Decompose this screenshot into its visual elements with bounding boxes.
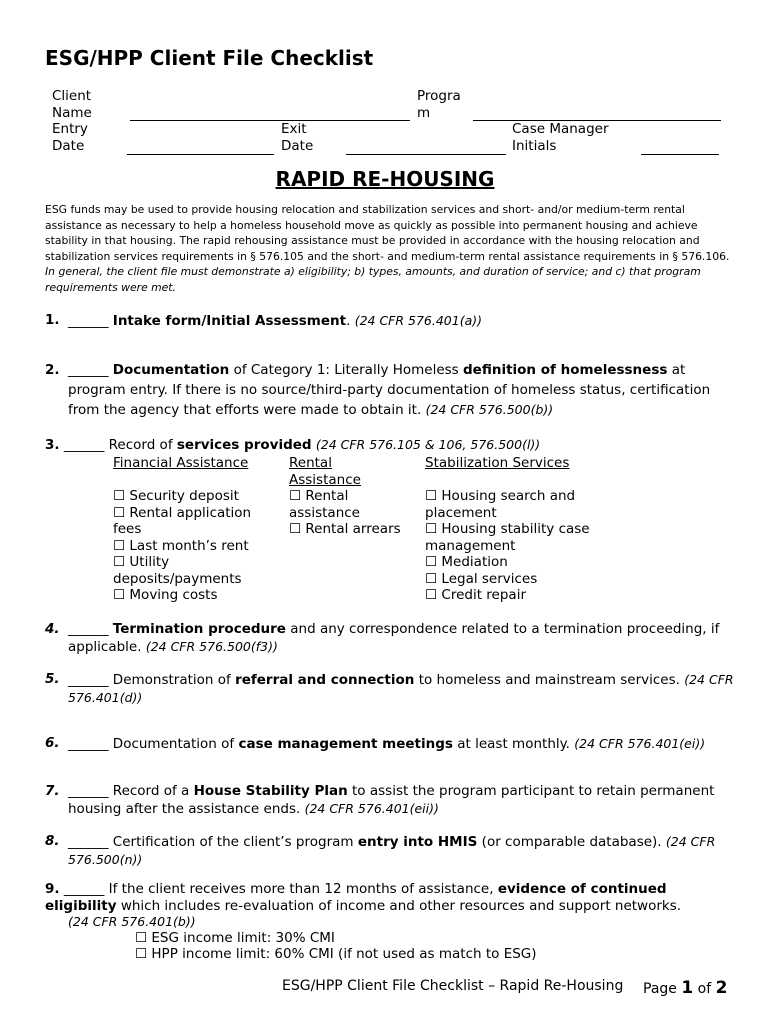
item-number: 5. xyxy=(45,671,60,687)
item-bold: case management meetings xyxy=(238,736,453,752)
checkbox-item[interactable] xyxy=(289,488,409,521)
item-post: to assist the program participant to retain permanent housing after the assistance ends. xyxy=(68,783,715,817)
intro-paragraph xyxy=(45,202,730,295)
checklist-item-4 xyxy=(45,621,735,656)
checkbox-label: Housing search and placement xyxy=(425,488,576,521)
item-post: which includes re-evaluation of income and other resources and support networks. xyxy=(120,897,682,914)
item-pre: Demonstration of xyxy=(112,672,231,688)
client-name-field[interactable] xyxy=(130,120,410,121)
blank-line[interactable]: ______ xyxy=(68,672,109,688)
checkbox-icon[interactable]: ☐ xyxy=(425,554,438,570)
item-bold-2: definition of homelessness xyxy=(463,362,668,378)
item-bold: evidence of continued eligibility xyxy=(45,881,667,914)
item-citation: (24 CFR 576.500(b)) xyxy=(425,402,554,417)
checklist-item-2 xyxy=(45,361,735,421)
case-manager-field[interactable] xyxy=(641,154,719,155)
checkbox-item[interactable] xyxy=(113,587,273,604)
item-pre: Record of a xyxy=(112,783,190,799)
checkbox-icon[interactable]: ☐ xyxy=(113,554,126,570)
page-total: 2 xyxy=(715,978,728,998)
checkbox-item[interactable] xyxy=(135,930,335,947)
checkbox-label: Security deposit xyxy=(129,488,239,504)
checkbox-icon[interactable]: ☐ xyxy=(113,504,126,521)
checkbox-icon[interactable]: ☐ xyxy=(113,488,126,504)
checkbox-item[interactable] xyxy=(425,554,605,571)
item-pre: Certification of the client’s program xyxy=(112,834,354,850)
hpp-income-limit: HPP income limit: 60% CMI (if not used as match to ESG) xyxy=(151,946,537,962)
checkbox-label: Utility deposits/payments xyxy=(113,554,242,587)
checkbox-label: Housing stability case management xyxy=(425,521,590,554)
item-citation: (24 CFR 576.401(b)) xyxy=(68,914,196,929)
financial-assistance-column xyxy=(113,455,273,604)
item-post: to homeless and mainstream services. xyxy=(418,672,680,688)
item-bold: referral and connection xyxy=(235,672,415,688)
item-bold: House Stability Plan xyxy=(193,783,348,799)
item-number: 8. xyxy=(45,833,60,849)
item-bold: Intake form/Initial Assessment xyxy=(112,313,347,329)
checkbox-label: Moving costs xyxy=(129,587,218,603)
checkbox-item[interactable] xyxy=(425,571,605,588)
financial-assistance-header: Financial Assistance xyxy=(113,455,249,471)
blank-line[interactable]: ______ xyxy=(68,736,109,752)
item-number: 4. xyxy=(45,621,60,637)
checkbox-label: Mediation xyxy=(441,554,508,570)
checklist-item-1 xyxy=(45,311,735,332)
checkbox-icon[interactable]: ☐ xyxy=(113,587,126,603)
item-pre: Record of xyxy=(108,437,173,453)
checkbox-icon[interactable]: ☐ xyxy=(425,570,438,587)
item-citation: (24 CFR 576.401(d)) xyxy=(68,672,734,705)
item-citation: (24 CFR 576.401(a)) xyxy=(354,313,483,328)
item-post: at least monthly. xyxy=(457,736,570,752)
blank-line[interactable]: ______ xyxy=(68,313,109,329)
footer-text: ESG/HPP Client File Checklist – Rapid Re-Housing xyxy=(282,978,624,994)
checkbox-icon[interactable]: ☐ xyxy=(289,488,302,504)
checkbox-item[interactable] xyxy=(425,587,605,604)
item-bold: Documentation xyxy=(112,362,230,378)
item-post: (or comparable database). xyxy=(481,834,662,850)
checklist-item-3 xyxy=(45,435,735,456)
item-number: 2. xyxy=(45,362,60,378)
page-number xyxy=(643,978,727,998)
section-title: RAPID RE-HOUSING xyxy=(275,167,495,191)
page-title: ESG/HPP Client File Checklist xyxy=(45,46,374,70)
item-number: 9. xyxy=(45,881,60,897)
blank-line[interactable]: ______ xyxy=(63,437,105,453)
rental-assistance-column xyxy=(289,455,409,538)
checkbox-icon[interactable]: ☐ xyxy=(425,488,438,504)
checkbox-label: Rental arrears xyxy=(305,521,401,537)
entry-date-label: Entry Date xyxy=(52,121,88,154)
item-post: . xyxy=(346,313,351,329)
checkbox-icon[interactable]: ☐ xyxy=(425,587,438,603)
checkbox-item[interactable] xyxy=(425,488,605,521)
blank-line[interactable]: ______ xyxy=(63,881,105,897)
checkbox-icon[interactable]: ☐ xyxy=(425,521,438,537)
stabilization-services-header: Stabilization Services xyxy=(425,455,570,471)
exit-date-label: Exit Date xyxy=(281,121,314,154)
client-name-label: Client Name xyxy=(52,88,92,121)
checkbox-item[interactable] xyxy=(113,505,273,538)
page-of: of xyxy=(697,981,712,997)
item-number: 6. xyxy=(45,735,60,751)
checklist-item-5 xyxy=(45,671,735,707)
checkbox-icon[interactable]: ☐ xyxy=(289,521,302,537)
item-pre: Documentation of xyxy=(112,736,235,752)
blank-line[interactable]: ______ xyxy=(68,362,109,378)
intro-italic: In general, the client file must demonstrate a) eligibility; b) types, amounts, and duration of service; and c) that program requirements were met. xyxy=(45,265,701,294)
checklist-item-6 xyxy=(45,735,735,753)
checkbox-item[interactable] xyxy=(425,521,605,554)
intro-text: ESG funds may be used to provide housing relocation and stabilization services and short- and/or medium-term rental assistance as necessary to help a homeless household move as quickly as possible into permanent housing and achieve stability in that housing. The rapid rehousing assistance must be provided in accordance with the housing relocation and stabilization services requirements in § 576.105 and the short- and medium-term rental assistance requirements in § 576.106. xyxy=(45,203,730,263)
esg-income-limit: ESG income limit: 30% CMI xyxy=(151,930,335,946)
item-bold: Termination procedure xyxy=(112,621,286,637)
checklist-item-7 xyxy=(45,783,735,818)
item-bold: services provided xyxy=(176,437,312,453)
exit-date-field[interactable] xyxy=(346,154,506,155)
stabilization-services-column xyxy=(425,455,605,604)
checklist-item-8 xyxy=(45,833,735,869)
case-manager-label: Case Manager Initials xyxy=(512,121,609,154)
checklist-item-9 xyxy=(45,881,735,931)
item-bold: entry into HMIS xyxy=(357,834,478,850)
checkbox-icon[interactable]: ☐ xyxy=(135,930,148,946)
rental-assistance-header: Rental Assistance xyxy=(289,455,361,488)
checkbox-item[interactable] xyxy=(113,488,273,505)
blank-line[interactable]: ______ xyxy=(68,834,109,850)
item-pre: If the client receives more than 12 months of assistance, xyxy=(108,881,494,897)
item-post: at program entry. If there is no source/third-party documentation of homeless status, certification from the agency that efforts were made to obtain it. xyxy=(68,362,711,418)
checkbox-label: Rental application fees xyxy=(113,504,252,537)
item-post: and any correspondence related to a termination proceeding, if applicable. xyxy=(68,621,720,655)
item-citation: (24 CFR 576.500(n)) xyxy=(68,834,716,867)
page-current: 1 xyxy=(681,978,694,998)
checkbox-label: Rental assistance xyxy=(289,488,360,521)
checkbox-item[interactable] xyxy=(289,521,409,538)
checkbox-icon[interactable]: ☐ xyxy=(113,537,126,554)
item-number: 1. xyxy=(45,312,60,328)
item-citation: (24 CFR 576.401(ei)) xyxy=(574,736,706,751)
checkbox-icon[interactable]: ☐ xyxy=(135,946,148,962)
blank-line[interactable]: ______ xyxy=(68,783,109,799)
item-citation: (24 CFR 576.105 & 106, 576.500(l)) xyxy=(315,437,541,452)
checkbox-item[interactable] xyxy=(113,554,273,587)
page-label: Page xyxy=(643,981,677,997)
item-number: 3. xyxy=(45,437,60,453)
item-citation: (24 CFR 576.401(eii)) xyxy=(304,801,439,816)
checkbox-item[interactable] xyxy=(113,538,273,555)
item-citation: (24 CFR 576.500(f3)) xyxy=(145,639,278,654)
checkbox-label: Credit repair xyxy=(441,587,526,603)
entry-date-field[interactable] xyxy=(127,154,274,155)
checkbox-label: Last month’s rent xyxy=(129,537,249,554)
item-number: 7. xyxy=(45,783,60,799)
item-mid: of Category 1: Literally Homeless xyxy=(233,362,459,378)
checkbox-label: Legal services xyxy=(441,570,538,587)
program-label: Progra m xyxy=(417,88,461,121)
blank-line[interactable]: ______ xyxy=(68,621,109,637)
checkbox-item[interactable] xyxy=(135,946,537,963)
